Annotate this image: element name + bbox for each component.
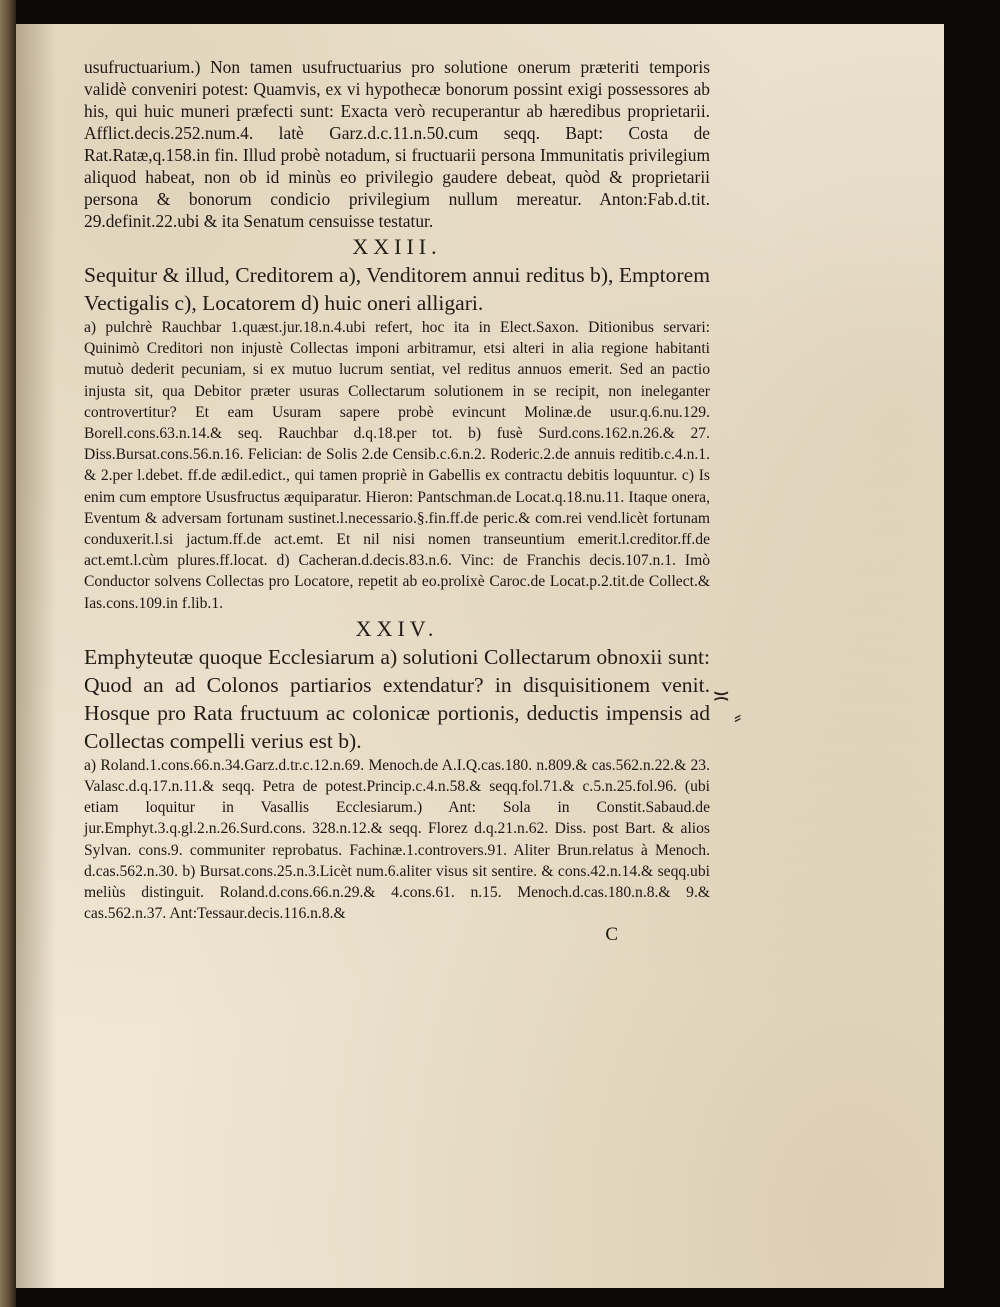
page-text-block	[84, 56, 710, 946]
section-23-notes: a) pulchrè Rauchbar 1.quæst.jur.18.n.4.ubi refert, hoc ita in Elect.Saxon. Ditionibus servari: Quinimò Creditori non injustè Collectas imponi arbitramur, etsi alteri in alia regione habitanti mutuò dederit pecuniam, si ex mutuo lucrum sentiat, vel reditus annuos emerit. Sed an pactio injusta sit, qua Debitor præter usuras Collectarum solutionem in se recipit, non ineleganter controvertitur? Et eam Usuram sapere probè evincunt Molinæ.de usur.q.6.nu.129. Borell.cons.63.n.14.& seq. Rauchbar d.q.18.per tot. b) fusè Surd.cons.162.n.26.& 27. Diss.Bursat.cons.56.n.16. Felician: de Solis 2.de Censib.c.6.n.2. Roderic.2.de annuis reditib.c.4.n.1. & 2.per l.debet. ff.de ædil.edict., qui tamen propriè in Gabellis ex contractu debitis loquuntur. c) Is enim cum emptore Ususfructus æquiparatur. Hieron: Pantschman.de Locat.q.18.nu.11. Itaque onera, Eventum & adversam fortunam sustinet.l.necessario.§.fin.ff.de peric.& com.rei vend.licèt fortunam conduxerit.l.si jactum.ff.de act.emt. Et nil nisi nomen transeuntium emerit.l.creditor.ff.de act.emt.l.cùm plures.ff.locat. d) Cacheran.d.decis.83.n.6. Vinc: de Franchis decis.107.n.1. Imò Conductor solvens Collectas pro Locatore, repetit ab eo.prolixè Caroc.de Locat.p.2.tit.de Collect.& Ias.cons.109.in f.lib.1.	[84, 319, 710, 612]
page-gutter-shadow	[16, 24, 56, 1288]
section-heading-24: XXIV.	[355, 615, 439, 641]
section-24-text: Emphyteutæ quoque Ecclesiarum a) solutioni Collectarum obnoxii sunt: Quod an ad Colonos partiarios extendatur? in disquisitionem venit. Hosque pro Rata fructuum ac colonicæ portionis, deductis impensis ad Collectas compelli verius est b).	[84, 644, 710, 753]
catchword: C	[605, 924, 618, 946]
section-heading-23: XXIII.	[352, 234, 442, 259]
margin-mark-1: ≍	[712, 684, 731, 709]
book-page	[16, 24, 944, 1288]
margin-mark-2: ⸗	[734, 705, 742, 730]
scan-background-strip	[0, 0, 16, 1307]
section-24-notes: a) Roland.1.cons.66.n.34.Garz.d.tr.c.12.n.69. Menoch.de A.I.Q.cas.180. n.809.& cas.562.n.22.& 23. Valasc.d.q.17.n.11.& seqq. Petra de potest.Princip.c.4.n.58.& seqq.fol.71.& c.5.n.25.fol.96. (ubi etiam loquitur in Vasallis Ecclesiarum.) Ant: Sola in Constit.Sabaud.de jur.Emphyt.3.q.gl.2.n.26.Surd.cons. 328.n.12.& seqq. Florez d.q.21.n.62. Diss. post Bart. & alios Sylvan. cons.9. communiter reprobatus. Fachinæ.1.controvers.91. Aliter Brun.relatus à Menoch. d.cas.562.n.30. b) Bursat.cons.25.n.3.Licèt num.6.aliter visus sit sentire. & cons.42.n.14.& seqq.ubi meliùs distinguit. Roland.d.cons.66.n.29.& 4.cons.61. n.15. Menoch.d.cas.180.n.8.& 9.& cas.562.n.37. Ant:Tessaur.decis.116.n.8.&	[84, 756, 710, 923]
section-23-text: Sequitur & illud, Creditorem a), Venditorem annui reditus b), Emptorem Vectigalis c), Locatorem d) huic oneri alligari.	[84, 263, 710, 315]
intro-paragraph: usufructuarium.) Non tamen usufructuarius pro solutione onerum præteriti temporis validè conveniri potest: Quamvis, ex vi hypothecæ bonorum possint exigi possessores ab his, qui huic muneri præfecti sunt: Exacta verò recuperantur ab hæredibus proprietarii. Afflict.decis.252.num.4. latè Garz.d.c.11.n.50.cum seqq. Bapt: Costa de Rat.Ratæ,q.158.in fin. Illud probè notadum, si fructuarii persona Immunitatis privilegium aliquod habeat, non ob id minùs eo privilegio gaudere debeat, quòd & proprietarii persona & bonorum condicio privilegium nullum mereatur. Anton:Fab.d.tit. 29.definit.22.ubi & ita Senatum censuisse testatur.	[84, 57, 710, 231]
